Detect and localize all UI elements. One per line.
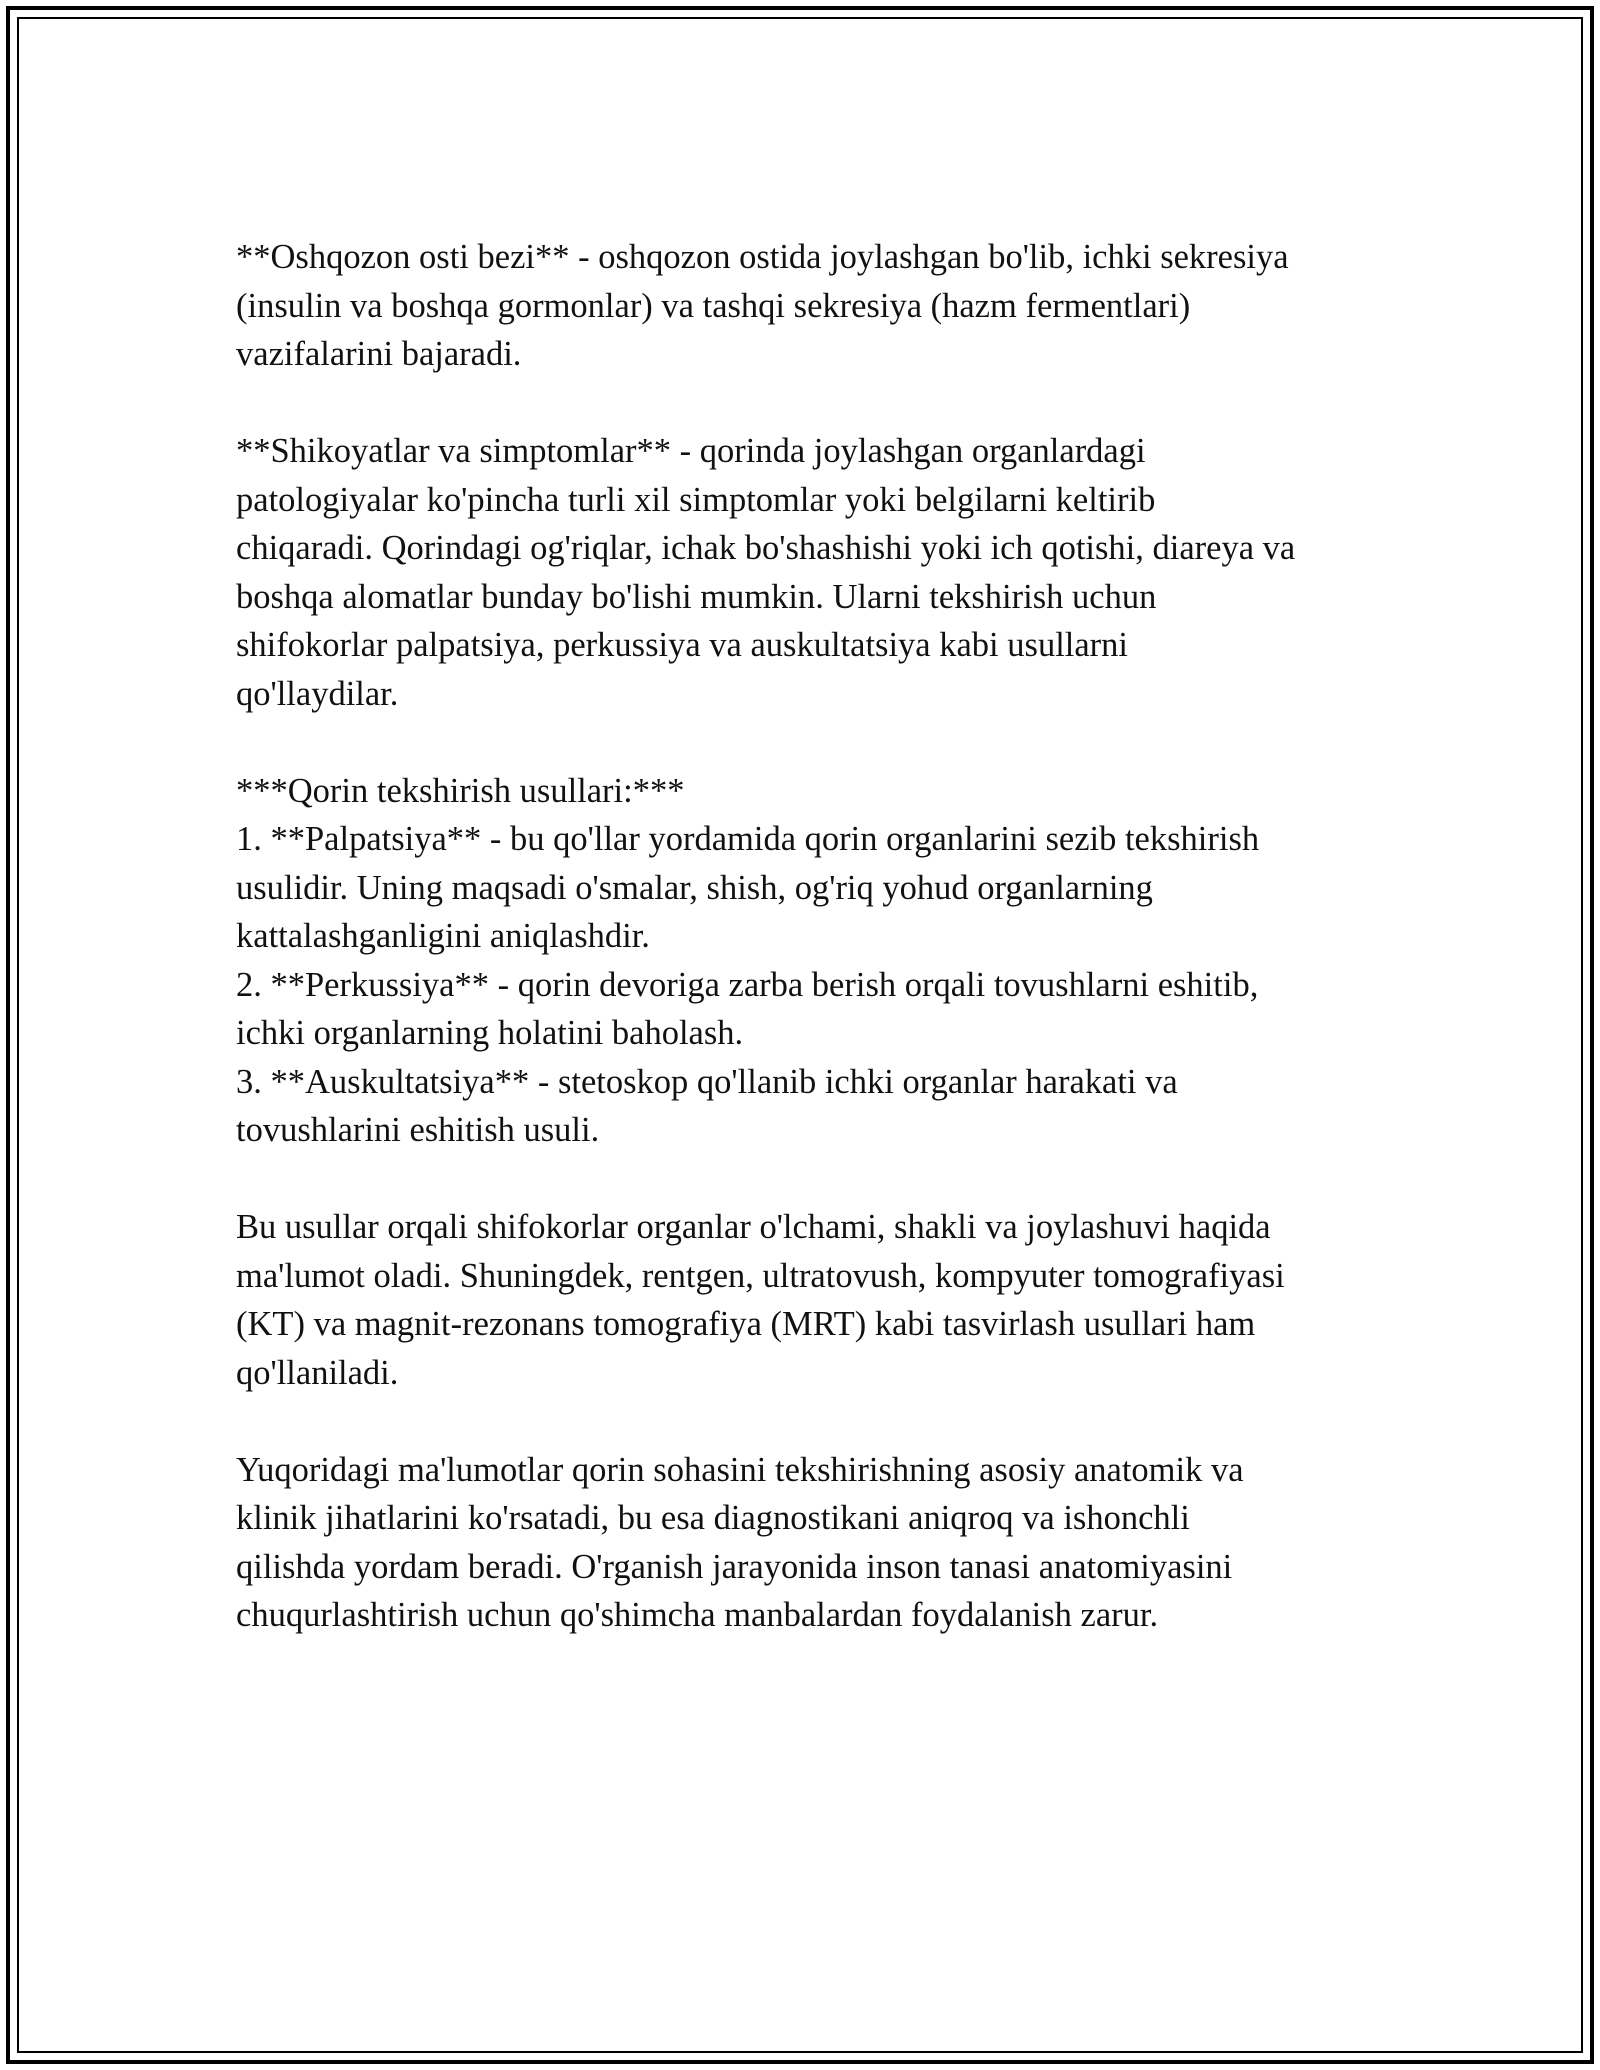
list-item-line: usulidir. Uning maqsadi o'smalar, shish, og'riq yohud organlarning: [236, 868, 1153, 907]
text-line: qilishda yordam beradi. O'rganish jarayonida inson tanasi anatomiyasini: [236, 1547, 1233, 1586]
text-line: klinik jihatlarini ko'rsatadi, bu esa diagnostikani aniqroq va ishonchli: [236, 1499, 1190, 1537]
text-line: qo'llaniladi.: [236, 1353, 399, 1392]
list-item-line: 2. **Perkussiya** - qorin devoriga zarba berish orqali tovushlarni eshitib,: [236, 965, 1259, 1004]
list-item-line: tovushlarini eshitish usuli.: [236, 1111, 600, 1149]
list-item-line: ichki organlarning holatini baholash.: [236, 1014, 744, 1052]
paragraph-gap: [236, 379, 1376, 428]
text-line: (KT) va magnit-rezonans tomografiya (MRT) kabi tasvirlash usullari ham: [236, 1305, 1256, 1343]
list-item-line: kattalashganligini aniqlashdir.: [236, 917, 650, 955]
text-line: **Shikoyatlar va simptomlar** - qorinda joylashgan organlardagi: [236, 432, 1146, 470]
paragraph-gap: [236, 718, 1376, 767]
text-line: (insulin va boshqa gormonlar) va tashqi sekresiya (hazm fermentlari): [236, 286, 1191, 325]
text-line: **Oshqozon osti bezi** - oshqozon ostida joylashgan bo'lib, ichki sekresiya: [236, 238, 1289, 276]
text-line: chuqurlashtirish uchun qo'shimcha manbalardan foydalanish zarur.: [236, 1596, 1159, 1634]
text-line: boshqa alomatlar bunday bo'lishi mumkin. Ularni tekshirish uchun: [236, 577, 1157, 616]
text-line: Yuqoridagi ma'lumotlar qorin sohasini tekshirishning asosiy anatomik va: [236, 1450, 1244, 1489]
paragraph-pancreas: [236, 233, 1376, 379]
paragraph-gap: [236, 1397, 1376, 1446]
section-heading: ***Qorin tekshirish usullari:***: [236, 771, 685, 810]
text-line: ma'lumot oladi. Shuningdek, rentgen, ultratovush, kompyuter tomografiyasi: [236, 1256, 1285, 1295]
text-line: chiqaradi. Qorindagi og'riqlar, ichak bo'shashishi yoki ich qotishi, diareya va: [236, 529, 1296, 567]
paragraph-examination-methods: [236, 767, 1376, 1155]
text-line: vazifalarini bajaradi.: [236, 335, 522, 373]
paragraph-complaints: [236, 427, 1376, 718]
text-line: Bu usullar orqali shifokorlar organlar o'lchami, shakli va joylashuvi haqida: [236, 1208, 1271, 1246]
list-item-line: 1. **Palpatsiya** - bu qo'llar yordamida qorin organlarini sezib tekshirish: [236, 820, 1260, 858]
paragraph-gap: [236, 1155, 1376, 1204]
list-item-line: 3. **Auskultatsiya** - stetoskop qo'llanib ichki organlar harakati va: [236, 1062, 1178, 1101]
text-line: qo'llaydilar.: [236, 674, 399, 713]
paragraph-imaging: [236, 1203, 1376, 1397]
document-body: [236, 233, 1376, 1640]
paragraph-conclusion: [236, 1446, 1376, 1640]
text-line: patologiyalar ko'pincha turli xil simptomlar yoki belgilarni keltirib: [236, 480, 1156, 519]
text-line: shifokorlar palpatsiya, perkussiya va auskultatsiya kabi usullarni: [236, 626, 1128, 664]
